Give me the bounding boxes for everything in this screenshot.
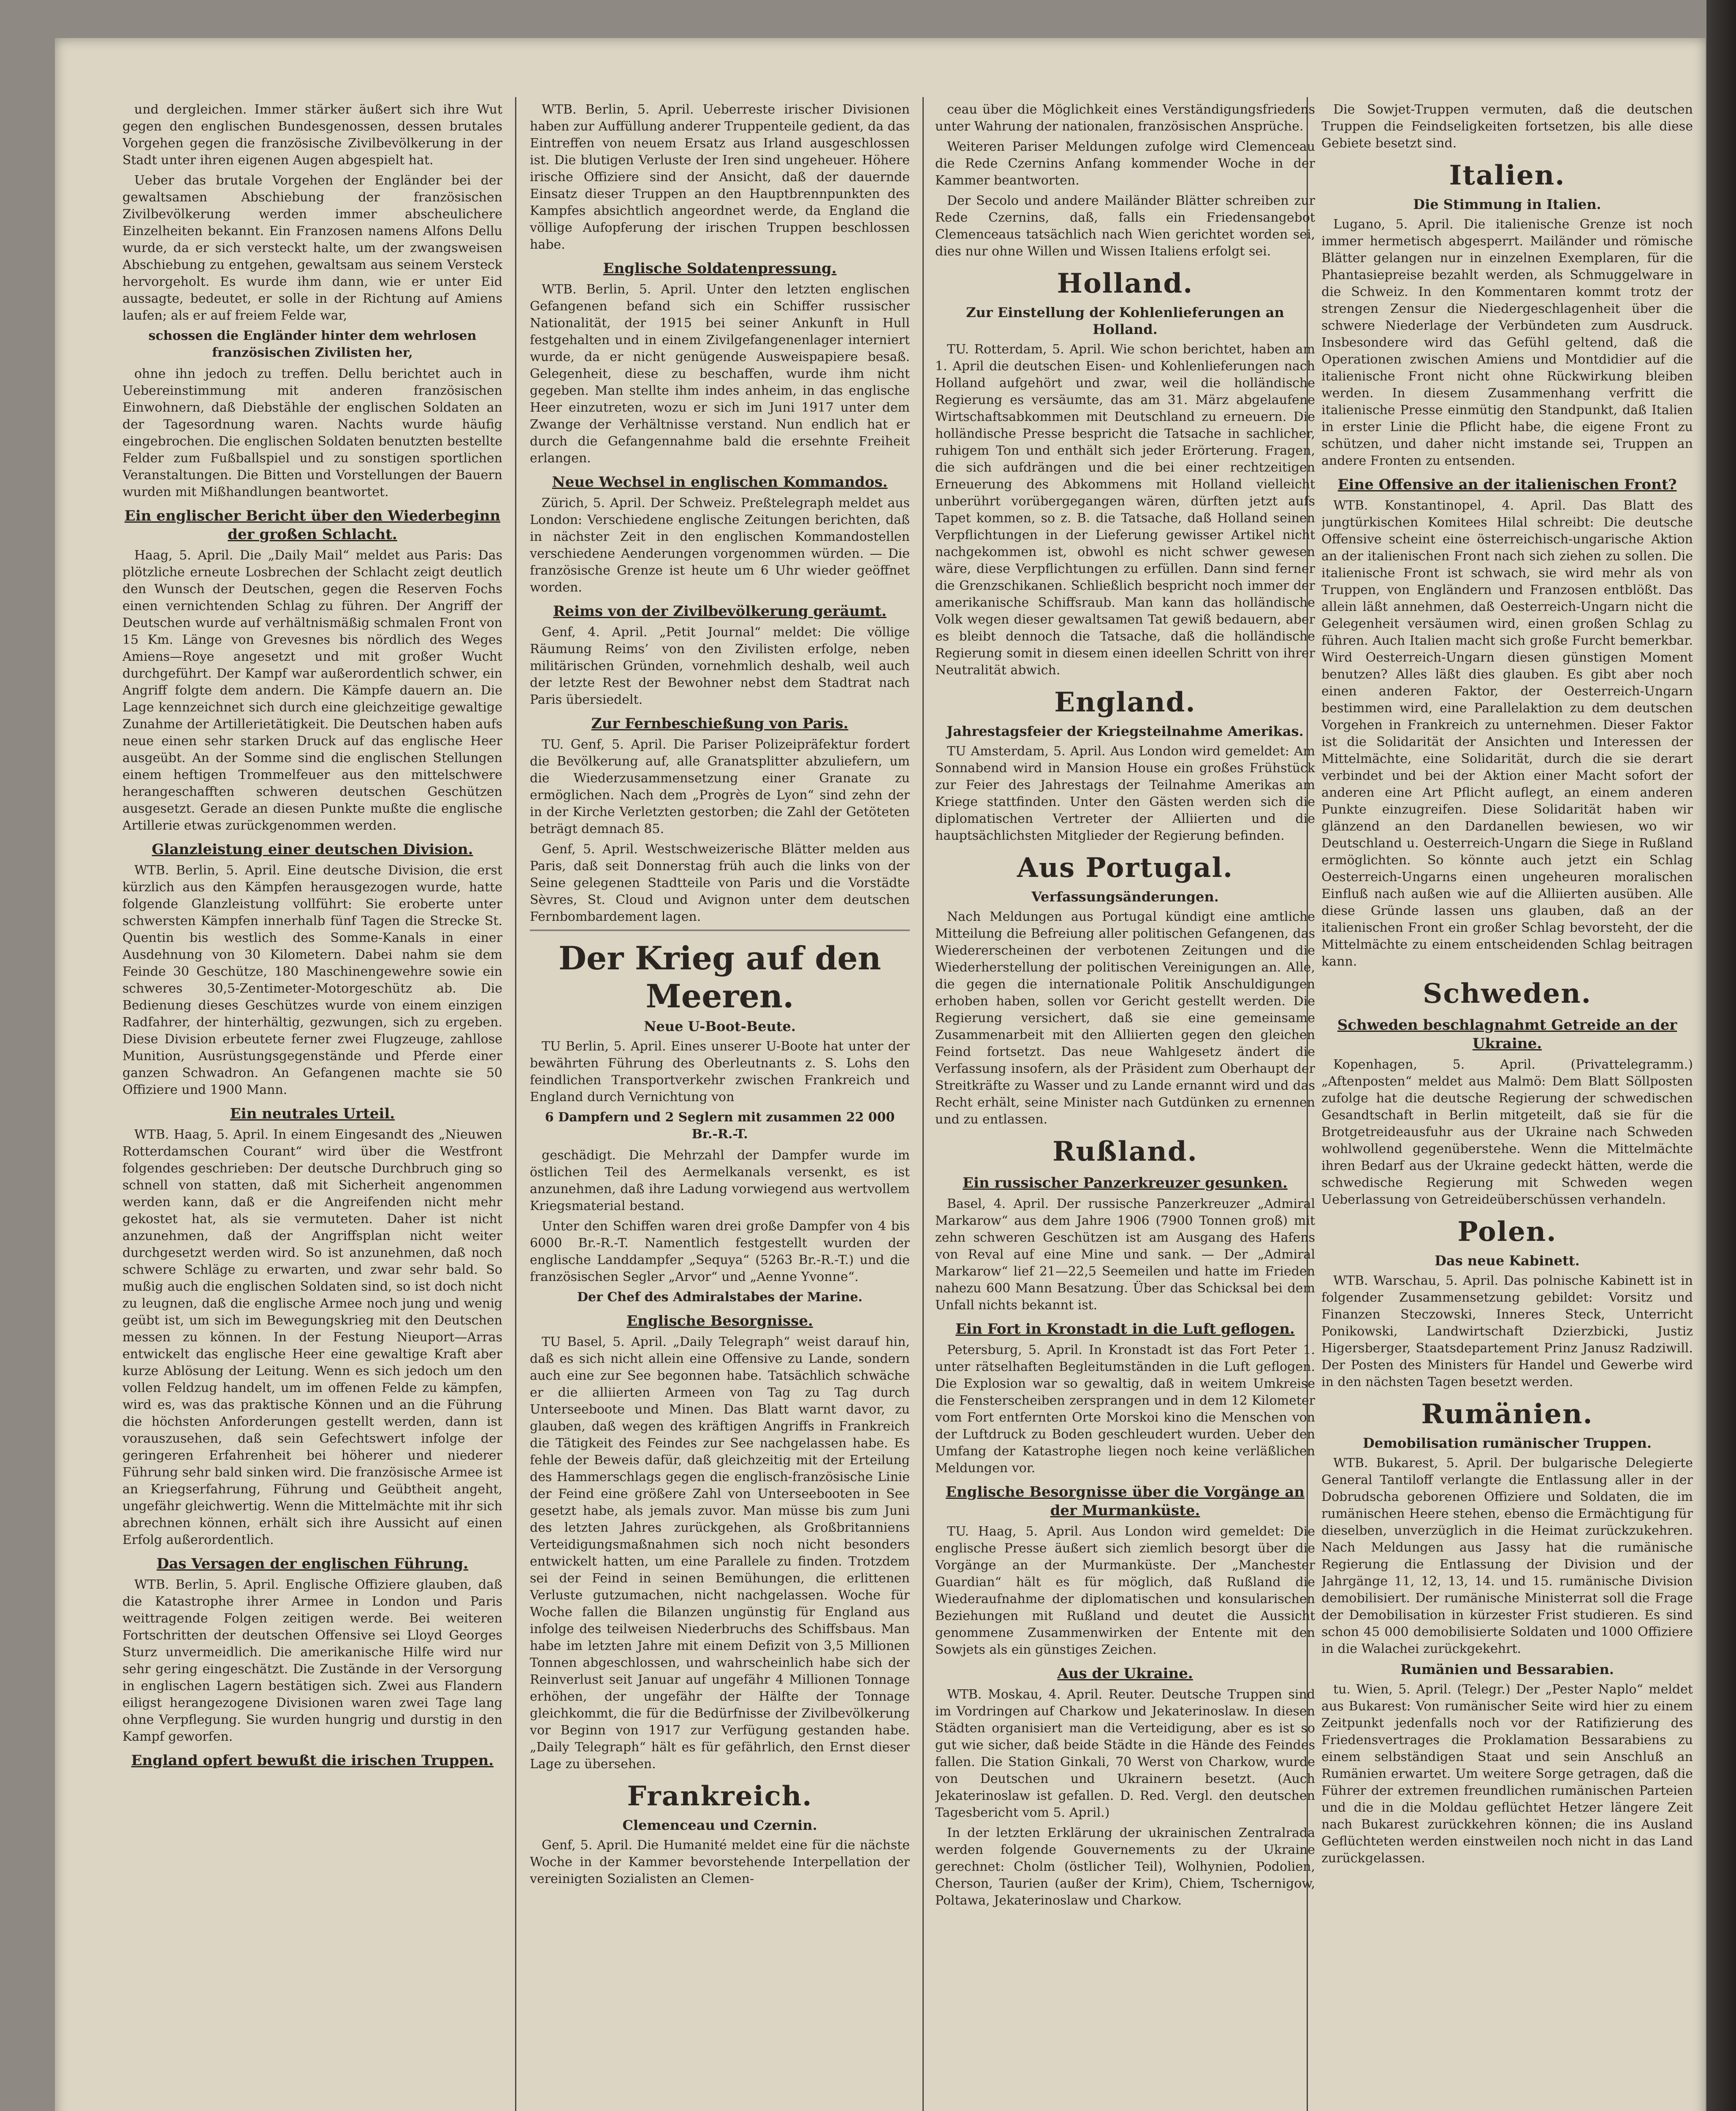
article-headline: Zur Fernbeschießung von Paris. xyxy=(591,715,849,732)
paragraph: Weiteren Pariser Meldungen zufolge wird Clemenceau die Rede Czernins Anfang kommender Woche in der Kammer beantworten. xyxy=(935,139,1315,188)
country-section-title: Italien. xyxy=(1449,160,1565,191)
article-headline: Demobilisation rumänischer Truppen. xyxy=(1363,1435,1652,1451)
paragraph: WTB. Konstantinopel, 4. April. Das Blatt des jungtürkischen Komitees Hilal schreibt: Die deutsche Offensive scheint eine österreichisch-ungarische Aktion an der italienischen Front nach sich ziehen zu sollen. Die italienische Front ist schwach, sie wird mehr als von Truppen, von Engländern und Franzosen entblößt. Das allein läßt annehmen, daß Oesterreich-Ungarn nicht die Gelegenheit versäumen wird, einen großen Schlag zu führen. Auch Italien macht sich große Furcht bemerkbar. Wird Oesterreich-Ungarn diesen günstigen Moment benutzen? Alles läßt dies glauben. Es gibt aber noch einen anderen Faktor, der Oesterreich-Ungarn bestimmen wird, eine Parallelaktion zu dem deutschen Vorgehen in Frankreich zu unternehmen. Dieser Faktor ist die Solidarität der Ansichten und Interessen der Mittelmächte, eine Solidarität, durch die sie derart verbindet und bei der Aktion einer Macht sofort der anderen eine Art Pflicht auflegt, an einem anderen Punkte einzugreifen. Diese Solidarität haben wir glänzend an den Dardanellen bewiesen, wo wir Deutschland u. Oesterreich-Ungarn die Siege in Rußland ermöglichten. So könnte auch jetzt ein Schlag Oesterreich-Ungarns einen ungeheuren moralischen Einfluß nach außen wie auf die Alliierten ausüben. Alle diese Gründe lassen uns glauben, daß an der italienischen Front ein großer Schlag bevorsteht, der die Mittelmächte zu einem entscheidenden Schlag beitragen kann. xyxy=(1321,498,1693,969)
emphasis-line: schossen die Engländer hinter dem wehrlosen französischen Zivilisten her, xyxy=(148,328,477,360)
article-headline: Ein englischer Bericht über den Wiederbeginn der großen Schlacht. xyxy=(124,507,501,543)
paragraph: Lugano, 5. April. Die italienische Grenze ist noch immer hermetisch abgesperrt. Mailänder und römische Blätter gelangen nur in einzelnen Exemplaren, für die Phantasiepreise bezahlt werden, als Schmuggelware in die Schweiz. In den Kommentaren kommt trotz der strengen Zensur die Niedergeschlagenheit über die schwere Niederlage der Verbündeten zum Ausdruck. Insbesondere wird das Gefühl geltend, daß die Operationen zwischen Amiens und Montdidier auf die italienische Front nicht ohne Rückwirkung bleiben werden. In diesem Zusammenhang verfritt die italienische Presse einmütig den Standpunkt, daß Italien in erster Linie die Pflicht habe, die eigene Front zu schützen, und daher nicht imstande sei, Truppen an andere Fronten zu entsenden. xyxy=(1321,217,1693,468)
paragraph: WTB. Haag, 5. April. In einem Eingesandt des „Nieuwen Rotterdamschen Courant“ wird über die Westfront folgendes geschrieben: Der deutsche Durchbruch ging so schnell von statten, daß mit Sicherheit angenommen werden kann, daß er die Angreifenden nicht mehr gekostet hat, als sie vermuteten. Daher ist nicht anzunehmen, daß der Angriffsplan nicht weiter durchgesetzt werden wird. So ist anzunehmen, daß noch schwere Schläge zu erwarten, und zwar sehr bald. So mußig auch die englischen Soldaten sind, so ist doch nicht zu leugnen, daß die englische Armee noch jung und wenig geübt ist, um sich im Bewegungskrieg mit den Deutschen messen zu können. In der Festung Nieuport—Arras entwickelt das englische Heer eine gewaltige Kraft aber kurze Ablösung der Leitung. Wenn es sich jedoch um den vollen Feldzug handelt, um im offenen Felde zu kämpfen, wird es, was das praktische Können und an die Führung die höchsten Anforderungen gestellt werden, dann ist vorauszusehen, daß sein Gefechtswert infolge der geringeren Erfahrenheit bei höherer und niederer Führung sehr bald sinken wird. Die französische Armee ist an Kriegserfahrung, Führung und Geübtheit angeht, ungefähr gleichwertig. Wenn die Mittelmächte mit ihr sich abrechnen können, erhält sich ihre Aussicht auf einen Erfolg außerordentlich. xyxy=(122,1127,502,1547)
article-headline: Das Versagen der englischen Führung. xyxy=(156,1555,469,1572)
paragraph: Genf, 5. April. Die Humanité meldet eine für die nächste Woche in der Kammer bevorstehende Interpellation der vereinigten Sozialisten an Clemen- xyxy=(530,1838,910,1886)
paragraph: WTB. Moskau, 4. April. Reuter. Deutsche Truppen sind im Vordringen auf Charkow und Jekaterinoslaw. In diesen Städten organisiert man die Verteidigung, aber es ist so gut wie sicher, daß beide Städte in die Hände des Feindes fallen. Die Station Ginkali, 70 Werst von Charkow, wurde von Deutschen und Ukrainern besetzt. (Auch Jekaterinoslaw ist gefallen. D. Red. Vergl. den deutschen Tagesbericht vom 5. April.) xyxy=(935,1687,1315,1820)
emphasis-line: 6 Dampfern und 2 Seglern mit zusammen 22 000 Br.-R.-T. xyxy=(545,1110,895,1142)
country-section-title: Frankreich. xyxy=(627,1780,813,1812)
article-headline: Ein russischer Panzerkreuzer gesunken. xyxy=(963,1175,1288,1191)
column-rule xyxy=(515,97,516,2111)
paragraph: Nach Meldungen aus Portugal kündigt eine amtliche Mitteilung die Befreiung aller politischen Gefangenen, das Wiedererscheinen der verbotenen Zeitungen und die Wiederherstellung der politischen Vereinigungen an. Alle, die gegen die internationale Politik Anschuldigungen erhoben haben, sollen vor Gericht gestellt werden. Die Regierung versichert, daß sie eine gemeinsame Zusammenarbeit mit den Alliierten gegen den gleichen Feind fortsetzt. Das neue Wahlgesetz ändert die Verfassung insofern, als der Präsident zum Oberhaupt der Streitkräfte zu Wasser und zu Lande ernannt wird und das Recht erhält, seine Minister nach Gutdünken zu ernennen und zu entlassen. xyxy=(935,909,1315,1127)
paragraph: TU Basel, 5. April. „Daily Telegraph“ weist darauf hin, daß es sich nicht allein eine Offensive zu Lande, sondern auch eine zur See begonnen habe. Tatsächlich schwäche er die alliierten Armeen von Tag zu Tag durch Unterseeboote und Minen. Das Blatt warnt davor, zu glauben, daß wegen des kräftigen Angriffs in Frankreich die Tätigkeit des Feindes zur See nachgelassen habe. Es fehle der Beweis dafür, daß gleichzeitig mit der Erteilung des Hammerschlags gegen die englisch-französische Linie der Feind eine größere Zahl von Unterseebooten in See gesetzt habe, als jemals zuvor. Man müsse bis zum Juni des letzten Jahres zurückgehen, als Großbritanniens Verteidigungsmaßnahmen sich noch nicht besonders entwickelt hatten, um eine Parallele zu finden. Trotzdem sei der Feind in seinen Bemühungen, die erlittenen Verluste gutzumachen, nicht nachgelassen. Woche für Woche fallen die Bilanzen ungünstig für England aus infolge des teilweisen Niederbruchs des Schiffsbaus. Man habe im letzten Jahre mit einem Defizit von 3,5 Millionen Tonnen abgeschlossen, und wahrscheinlich habe sich der Reinverlust seit Januar auf ungefähr 4 Millionen Tonnage erhöhen, der ungefähr der Hälfte der Tonnage gleichkommt, die für die Bedürfnisse der Zivilbevölkerung vor Beginn von 1917 zur Verfügung gestanden habe. „Daily Telegraph“ hält es für gefährlich, den Ernst dieser Lage zu übersehen. xyxy=(530,1335,910,1772)
paragraph: TU. Haag, 5. April. Aus London wird gemeldet: Die englische Presse äußert sich ziemlich besorgt über die Vorgänge an der Murmanküste. Der „Manchester Guardian“ hält es für möglich, daß Rußland die Wiederaufnahme der diplomatischen und konsularischen Beziehungen mit Rußland und deutet die Aussicht genommene Zusammenwirken der Entente mit den Sowjets als ein günstiges Zeichen. xyxy=(935,1524,1315,1657)
country-section-title: Rußland. xyxy=(1052,1136,1198,1167)
paragraph: Petersburg, 5. April. In Kronstadt ist das Fort Peter 1. unter rätselhaften Begleitumständen in die Luft geflogen. Die Explosion war so gewaltig, daß in weitem Umkreise die Fensterscheiben zersprangen und in dem 12 Kilometer vom Fort entfernten Orte Morskoi kino die Menschen von der Luftdruck zu Boden geschleudert wurden. Ueber den Umfang der Katastrophe liegen noch keine verläßlichen Meldungen vor. xyxy=(935,1343,1315,1476)
article-headline: Aus der Ukraine. xyxy=(1057,1665,1193,1682)
country-section-title: Rumänien. xyxy=(1421,1398,1593,1430)
column-rule xyxy=(922,97,924,2111)
article-headline: Rumänien und Bessarabien. xyxy=(1400,1661,1614,1677)
paragraph: tu. Wien, 5. April. (Telegr.) Der „Pester Naplo“ meldet aus Bukarest: Von rumänischer Seite wird hier zu einem Zeitpunkt jedenfalls noch vor der Ratifizierung des Friedensvertrages die Proklamation Bessarabiens zu einem selbständigen Staat und sein Anschluß an Rumänien erwartet. Um weitere Sorge getragen, daß die Führer der extremen freundlichen rumänischen Parteien und die in die Moldau geflüchtet Hetzer längere Zeit nach Bukarest zurückkehren können; die ins Ausland Geflüchteten werden einstweilen noch nicht in das Land zurückgelassen. xyxy=(1321,1682,1693,1866)
article-headline: Englische Besorgnisse über die Vorgänge an der Murmanküste. xyxy=(946,1484,1305,1519)
paragraph: Der Secolo und andere Mailänder Blätter schreiben zur Rede Czernins, daß, falls ein Friedensangebot Clemenceaus tatsächlich nach Wien gerichtet worden sei, dies nur ohne Willen und Wissen Italiens erfolgt sei. xyxy=(935,193,1315,259)
column-3 xyxy=(935,101,1315,2111)
country-section-title: Holland. xyxy=(1057,268,1194,299)
signature-line: Der Chef des Admiralstabes der Marine. xyxy=(577,1290,863,1305)
paragraph: und dergleichen. Immer stärker äußert sich ihre Wut gegen den englischen Bundesgenossen, dessen brutales Vorgehen gegen die französische Zivilbevölkerung in der Stadt unter ihren eigenen Augen abgespielt hat. xyxy=(122,102,502,168)
article-headline: Schweden beschlagnahmt Getreide an der Ukraine. xyxy=(1337,1017,1677,1052)
article-headline: Ein Fort in Kronstadt in die Luft geflogen. xyxy=(955,1321,1295,1338)
paragraph: Ueber das brutale Vorgehen der Engländer bei der gewaltsamen Abschiebung der französischen Zivilbevölkerung werden immer abscheulichere Einzelheiten bekannt. Ein Franzosen namens Alfons Dellu wurde, da er sich versteckt halte, um der zwangsweisen Abschiebung zu entgehen, gewaltsam aus seinem Versteck hervorgeholt. Es wurde ihm dann, wie er unter Eid aussagte, bedeutet, er solle in der Richtung auf Amiens laufen; als er auf freiem Felde war, xyxy=(122,173,502,323)
country-section-title: Schweden. xyxy=(1423,978,1592,1009)
country-section-title: England. xyxy=(1054,686,1196,718)
section-title: Der Krieg auf den Meeren. xyxy=(558,939,882,1015)
paragraph: WTB. Bukarest, 5. April. Der bulgarische Delegierte General Tantiloff verlangte die Entlassung aller in der Dobrudscha geborenen Offiziere und Soldaten, die im rumänischen Heere stehen, ebenso die Ermächtigung für dieselben, unverzüglich in die Heimat zurückzukehren. Nach Meldungen aus Jassy hat die rumänische Regierung die Entlassung der Division und der Jahrgänge 11, 12, 13, 14. und 15. rumänische Division demobilisiert. Der rumänische Ministerrat soll die Frage der Demobilisation in kürzester Frist studieren. Es sind schon 45 000 demobilisierte Soldaten und 1000 Offiziere in die Walachei zurückgekehrt. xyxy=(1321,1456,1693,1656)
article-headline: Neue Wechsel in englischen Kommandos. xyxy=(552,474,888,491)
paragraph: TU. Rotterdam, 5. April. Wie schon berichtet, haben am 1. April die deutschen Eisen- und Kohlenlieferungen nach Holland aufgehört und zwar, weil die holländische Regierung es versäumte, das am 31. März abgelaufene Wirtschaftsabkommen mit Deutschland zu erneuern. Die holländische Presse bespricht die Tatsache in sachlicher, ruhigem Ton und enthält sich jeder Erörterung. Fragen, die sich aufdrängen und die bei einer rechtzeitigen Erneuerung des Abkommens mit Holland vielleicht unberührt vorübergegangen wären, dürften jetzt aufs Tapet kommen, so z. B. die Tatsache, daß Holland seinen Verpflichtungen in der Lieferung gewisser Artikel nicht nachgekommen ist, obwohl es nicht schwer gewesen wäre, diese Verpflichtungen zu erfüllen. Dann sind ferner die Grenzschikanen. Schließlich bespricht noch immer der amerikanische Schiffsraub. Man kann das holländische Volk wegen dieser gewaltsamen Tat gewiß bedauern, aber es bleibt dennoch die Tatsache, daß die holländische Regierung somit in diesem einen ideellen Schritt von ihrer Neutralität abwich. xyxy=(935,342,1315,678)
paragraph: TU Amsterdam, 5. April. Aus London wird gemeldet: Am Sonnabend wird in Mansion House ein großes Frühstück zur Feier des Jahrestags der Teilnahme Amerikas am Kriege stattfinden. Unter den Gästen werden sich die diplomatischen Vertreter der Alliierten und die hauptsächlichsten Mitglieder der Regierung befinden. xyxy=(935,744,1315,843)
paragraph: Genf, 4. April. „Petit Journal“ meldet: Die völlige Räumung Reims’ von den Zivilisten erfolge, neben militärischen Gründen, vornehmlich deshalb, weil auch der letzte Rest der Bewohner nebst dem Stadtrat nach Paris übersiedelt. xyxy=(530,625,910,707)
article-headline: Die Stimmung in Italien. xyxy=(1413,196,1601,212)
article-headline: Eine Offensive an der italienischen Front? xyxy=(1337,476,1677,493)
paragraph: Zürich, 5. April. Der Schweiz. Preßtelegraph meldet aus London: Verschiedene englische Zeitungen berichten, daß in nächster Zeit in den englischen Kommandostellen verschiedene Aenderungen vorgenommen würden. — Die französische Grenze ist heute um 6 Uhr wieder geöffnet worden. xyxy=(530,496,910,595)
paragraph: Unter den Schiffen waren drei große Dampfer von 4 bis 6000 Br.-R.-T. Namentlich festgestellt wurden der englische Landdampfer „Sequya“ (5263 Br.-R.-T.) und die französischen Segler „Arvor“ und „Aenne Yvonne“. xyxy=(530,1219,910,1284)
column-1 xyxy=(122,101,502,2111)
article-headline: Verfassungsänderungen. xyxy=(1031,889,1219,905)
article-headline: Clemenceau und Czernin. xyxy=(622,1817,817,1833)
paragraph: WTB. Warschau, 5. April. Das polnische Kabinett ist in folgender Zusammensetzung gebildet: Vorsitz und Finanzen Steczowski, Inneres Steck, Unterricht Ponikowski, Landwirtschaft Dzierzbicki, Justiz Higersberger, Staatsdepartement Prinz Janusz Radziwill. Der Posten des Ministers für Handel und Gewerbe wird in den nächsten Tagen besetzt werden. xyxy=(1321,1273,1693,1389)
paragraph: WTB. Berlin, 5. April. Englische Offiziere glauben, daß die Katastrophe ihrer Armee in London und Paris weittragende Folgen zeitigen werde. Bei weiteren Fortschritten der deutschen Offensive sei Lloyd Georges Sturz unvermeidlich. Die amerikanische Hilfe wird nur sehr gering eingeschätzt. Die Zustände in der Versorgung in englischen Lagern bestätigen sich. Zwei aus Flandern eiligst herangezogene Divisionen waren zwei Tage lang ohne Verpflegung. Sie wurden hungrig und durstig in den Kampf geworfen. xyxy=(122,1577,502,1744)
paragraph: TU. Genf, 5. April. Die Pariser Polizeipräfektur fordert die Bevölkerung auf, alle Granatsplitter abzuliefern, um die Wiederzusammensetzung einer Granate zu ermöglichen. Nach dem „Progrès de Lyon“ sind zehn der in der Kirche Verletzten gestorben; die Zahl der Getöteten beträgt demnach 85. xyxy=(530,737,910,836)
article-headline: Reims von der Zivilbevölkerung geräumt. xyxy=(553,603,887,620)
paragraph: Die Sowjet-Truppen vermuten, daß die deutschen Truppen die Feindseligkeiten fortsetzen, bis alle diese Gebiete besetzt sind. xyxy=(1321,102,1693,151)
paragraph: WTB. Berlin, 5. April. Eine deutsche Division, die erst kürzlich aus den Kämpfen herausgezogen wurde, hatte folgende Glanzleistung vollführt: Sie eroberte unter schwersten Kämpfen innerhalb fünf Tagen die Strecke St. Quentin bis westlich des Somme-Kanals in einer Ausdehnung von 30 Kilometern. Dabei nahm sie dem Feinde 30 Geschütze, 180 Maschinengewehre sowie ein schweres 30,5-Zentimeter-Motorgeschütz ab. Die Bedienung dieses Geschützes wurde von einem einzigen Radfahrer, der hinterhältig, gezwungen, sich zu ergeben. Diese Division erbeutete ferner zwei Flugzeuge, zahllose Munition, Ausrüstungsgegenstände und Pferde einer ganzen Schwadron. An Gefangenen machte sie 50 Offiziere und 1900 Mann. xyxy=(122,863,502,1097)
section-divider xyxy=(530,930,910,931)
paragraph: geschädigt. Die Mehrzahl der Dampfer wurde im östlichen Teil des Aermelkanals versenkt, es ist anzunehmen, daß ihre Ladung vorwiegend aus wertvollem Kriegsmaterial bestand. xyxy=(530,1148,910,1213)
article-headline: Ein neutrales Urteil. xyxy=(230,1105,395,1122)
paragraph: WTB. Berlin, 5. April. Ueberreste irischer Divisionen haben zur Auffüllung anderer Truppenteile gedient, da das Eintreffen von neuem Ersatz aus Irland ausgeschlossen ist. Die blutigen Verluste der Iren sind ungeheuer. Höhere irische Offiziere sind der Ansicht, daß der dauernde Einsatz dieser Truppen an den Hauptbrennpunkten des Kampfes absichtlich angeordnet werde, da England die völlige Aufopferung der irischen Truppen beschlossen habe. xyxy=(530,102,910,252)
paragraph: ohne ihn jedoch zu treffen. Dellu berichtet auch in Uebereinstimmung mit anderen französischen Einwohnern, daß Diebstähle der englischen Soldaten an der Tagesordnung waren. Nachts wurde häufig eingebrochen. Die englischen Soldaten benutzten bestellte Felder zum Fußballspiel und zu sonstigen sportlichen Veranstaltungen. Die Bitten und Vorstellungen der Bauern wurden mit Mißhandlungen beantwortet. xyxy=(122,366,502,499)
paragraph: ceau über die Möglichkeit eines Verständigungsfriedens unter Wahrung der nationalen, französischen Ansprüche. xyxy=(935,102,1315,134)
column-2 xyxy=(530,101,910,2111)
paragraph: In der letzten Erklärung der ukrainischen Zentralrada werden folgende Gouvernements zu der Ukraine gerechnet: Cholm (östlicher Teil), Wolhynien, Podolien, Cherson, Taurien (außer der Krim), Chiem, Tschernigow, Poltawa, Jekaterinoslaw und Charkow. xyxy=(935,1826,1315,1908)
paragraph: Genf, 5. April. Westschweizerische Blätter melden aus Paris, daß seit Donnerstag früh auch die links von der Seine gelegenen Stadtteile von Paris und die Vorstädte Sèvres, St. Cloud und Avignon unter dem deutschen Fernbombardement lagen. xyxy=(530,842,910,924)
article-headline: Neue U-Boot-Beute. xyxy=(644,1018,796,1034)
paragraph: Basel, 4. April. Der russische Panzerkreuzer „Admiral Markarow“ aus dem Jahre 1906 (7900 Tonnen groß) mit zehn schweren Geschützen ist am Ausgang des Hafens von Reval auf eine Mine und sank. — Der „Admiral Markarow“ lief 21—22,5 Seemeilen und hatte im Frieden nahezu 600 Mann Besatzung. Über das Schicksal bei dem Unfall nichts bekannt ist. xyxy=(935,1197,1315,1313)
paragraph: Haag, 5. April. Die „Daily Mail“ meldet aus Paris: Das plötzliche erneute Losbrechen der Schlacht zeigt deutlich den Wunsch der Deutschen, gegen die Reserven Fochs einen vernichtenden Schlag zu führen. Der Angriff der Deutschen wurde auf verhältnismäßig schmalen Front von 15 Km. Länge von Grevesnes bis nördlich des Weges Amiens—Roye angesetzt und mit großer Wucht durchgeführt. Der Kampf war außerordentlich schwer, ein Angriff folgte dem andern. Die Kämpfe dauern an. Die Lage kennzeichnet sich durch eine gleichzeitige gewaltige Zunahme der Artillerietätigkeit. Die Deutschen haben aufs neue einen sehr starken Druck auf das englische Heer ausgeübt. An der Somme sind die englischen Stellungen einem heftigen Trommelfeuer aus den mittelschwere herangeschafften schweren deutschen Geschützen ausgesetzt. Gerade an diesen Punkte mußte die englische Artillerie etwas zurückgenommen werden. xyxy=(122,548,502,833)
article-headline: Zur Einstellung der Kohlenlieferungen an Holland. xyxy=(966,304,1284,337)
article-headline: England opfert bewußt die irischen Truppen. xyxy=(131,1752,494,1769)
paragraph: WTB. Berlin, 5. April. Unter den letzten englischen Gefangenen befand sich ein Schiffer russischer Nationalität, der 1915 bei seiner Ankunft in Hull festgehalten und in einem Zivilgefangenenlager interniert wurde, da er nicht genügende Ausweispapiere besaß. Gelegenheit, diese zu beschaffen, wurde ihm nicht gegeben. Man stellte ihm indes anheim, in das englische Heer einzutreten, wozu er sich im Juni 1917 unter dem Zwange der Verhältnisse verstand. Nun endlich hat er durch die Gefangennahme bald die ersehnte Freiheit erlangen. xyxy=(530,282,910,466)
newspaper-page xyxy=(55,38,1706,2111)
column-4 xyxy=(1321,101,1693,2111)
scanner-frame-edge xyxy=(1706,0,1736,2111)
article-headline: Jahrestagsfeier der Kriegsteilnahme Amerikas. xyxy=(947,723,1304,739)
article-headline: Glanzleistung einer deutschen Division. xyxy=(152,841,473,858)
article-headline: Das neue Kabinett. xyxy=(1435,1253,1580,1269)
article-headline: Englische Soldatenpressung. xyxy=(603,260,837,277)
country-section-title: Polen. xyxy=(1457,1216,1557,1248)
country-section-title: Aus Portugal. xyxy=(1017,852,1234,884)
paragraph: TU Berlin, 5. April. Eines unserer U-Boote hat unter der bewährten Führung des Oberleutnants z. S. Lohs den feindlichen Transportverkehr zwischen Frankreich und England durch Vernichtung von xyxy=(530,1039,910,1104)
article-headline: Englische Besorgnisse. xyxy=(627,1313,813,1330)
paragraph: Kopenhagen, 5. April. (Privattelegramm.) „Aftenposten“ meldet aus Malmö: Dem Blatt Söllposten zufolge hat die deutsche Regierung der schwedischen Gesandtschaft in Berlin mitgeteilt, daß sie für die Brotgetreideausfuhr aus der Ukraine nach Schweden wohlwollend gegenüberstehe. Wenn die Mittelmächte ihren Bedarf aus der Ukraine gedeckt hätten, werde die schwedische Regierung mit Schweden wegen Ueberlassung von Getreideüberschüssen verhandeln. xyxy=(1321,1057,1693,1207)
